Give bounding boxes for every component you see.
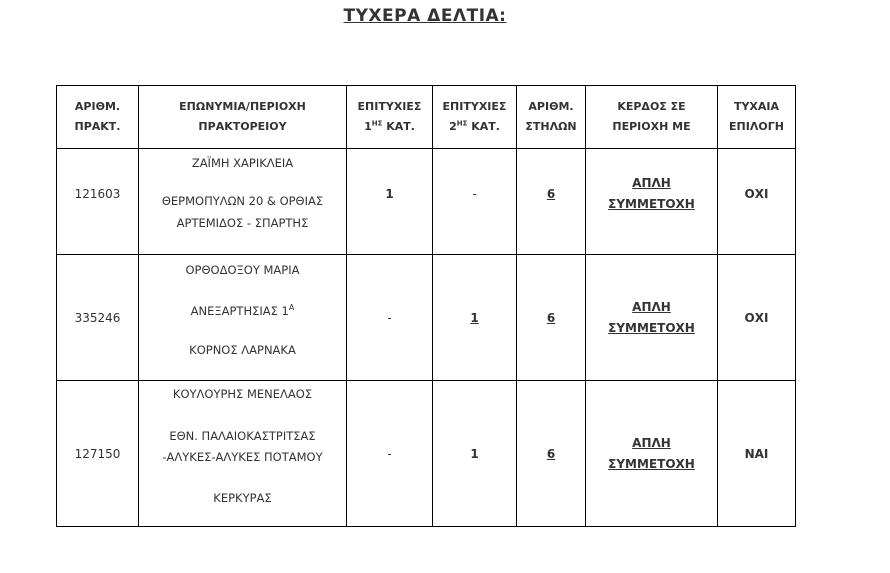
profit-line1[interactable]: ΑΠΛΗ: [632, 435, 671, 450]
page-title: ΤΥΧΕΡΑ ΔΕΛΤΙΑ:: [343, 6, 507, 26]
winning-tickets-table: [56, 85, 796, 527]
table-row: [57, 381, 796, 527]
table-row: [57, 255, 796, 381]
agency-name: ΖΑΪΜΗ ΧΑΡΙΚΛΕΙΑ: [191, 156, 294, 170]
spacer: [139, 321, 346, 341]
spacer: [139, 468, 346, 488]
columns-cell[interactable]: 6: [517, 255, 586, 381]
profit-cell: [586, 255, 718, 381]
header-profit: [586, 86, 718, 149]
agency-address-line2: ΚΟΡΝΟΣ ΛΑΡΝΑΚΑ: [189, 343, 296, 357]
agency-address-line1: ΑΝΕΞΑΡΤΗΣΙΑΣ 1: [190, 304, 289, 318]
header-agency-name-line2: ΠΡΑΚΤΟΡΕΙΟΥ: [198, 120, 287, 133]
random-cell: ΟΧΙ: [718, 149, 796, 255]
header-row: [57, 86, 796, 149]
agency-cell: [139, 255, 347, 381]
agency-no-cell: 127150: [57, 381, 139, 527]
header-cat2-rest: ΚΑΤ.: [467, 120, 500, 133]
agency-address-line1-wrap: [139, 301, 346, 321]
agency-name: ΟΡΘΟΔΟΞΟΥ ΜΑΡΙΑ: [185, 263, 300, 277]
header-agency-no: [57, 86, 139, 149]
profit-line1[interactable]: ΑΠΛΗ: [632, 176, 671, 190]
random-cell: ΝΑΙ: [718, 381, 796, 527]
header-columns: [517, 86, 586, 149]
profit-cell: [586, 381, 718, 527]
header-agency-name-line1: ΕΠΩΝΥΜΙΑ/ΠΕΡΙΟΧΗ: [179, 100, 306, 113]
header-cat2: [433, 86, 517, 149]
profit-line2[interactable]: ΣΥΜΜΕΤΟΧΗ: [608, 456, 695, 471]
spacer: [139, 279, 346, 301]
agency-no-cell: 335246: [57, 255, 139, 381]
agency-address-line2: ΑΡΤΕΜΙΔΟΣ - ΣΠΑΡΤΗΣ: [176, 216, 309, 230]
agency-address-sup: Α: [288, 303, 295, 313]
header-columns-line2: ΣΤΗΛΩΝ: [525, 120, 577, 133]
table-row: [57, 149, 796, 255]
spacer: [139, 403, 346, 426]
header-profit-line1: ΚΕΡΔΟΣ ΣΕ: [617, 100, 686, 113]
agency-address-line1: ΘΕΡΜΟΠΥΛΩΝ 20 & ΟΡΘΙΑΣ: [161, 194, 324, 208]
cat1-cell: 1: [347, 149, 433, 255]
cat2-cell: 1: [433, 381, 517, 527]
header-cat1-line1: ΕΠΙΤΥΧΙΕΣ: [357, 100, 422, 113]
header-cat2-sup: ΗΣ: [456, 119, 468, 128]
profit-line2[interactable]: ΣΥΜΜΕΤΟΧΗ: [608, 320, 695, 335]
header-random: [718, 86, 796, 149]
agency-address-line1: ΕΘΝ. ΠΑΛΑΙΟΚΑΣΤΡΙΤΣΑΣ: [169, 429, 316, 443]
spacer: [139, 172, 346, 190]
header-cat2-line1: ΕΠΙΤΥΧΙΕΣ: [442, 100, 507, 113]
profit-cell: [586, 149, 718, 255]
agency-cell: [139, 381, 347, 527]
header-cat1: [347, 86, 433, 149]
header-agency-no-line1: ΑΡΙΘΜ.: [74, 100, 121, 113]
cat1-cell: -: [347, 381, 433, 527]
profit-line2[interactable]: ΣΥΜΜΕΤΟΧΗ: [608, 197, 695, 211]
header-cat1-rest: ΚΑΤ.: [382, 120, 415, 133]
header-agency-name: [139, 86, 347, 149]
header-profit-line2: ΠΕΡΙΟΧΗ ΜΕ: [612, 120, 691, 133]
columns-cell[interactable]: 6: [517, 381, 586, 527]
cat1-cell: -: [347, 255, 433, 381]
columns-cell[interactable]: 6: [517, 149, 586, 255]
agency-cell: [139, 149, 347, 255]
header-cat1-sup: ΗΣ: [371, 119, 383, 128]
header-agency-no-line2: ΠΡΑΚΤ.: [74, 120, 121, 133]
header-cat1-num: 1: [364, 120, 372, 133]
agency-no-cell: 121603: [57, 149, 139, 255]
cat2-cell[interactable]: 1: [433, 255, 517, 381]
header-columns-line1: ΑΡΙΘΜ.: [528, 100, 574, 113]
header-random-line2: ΕΠΙΛΟΓΗ: [729, 120, 784, 133]
agency-name: ΚΟΥΛΟΥΡΗΣ ΜΕΝΕΛΑΟΣ: [172, 387, 313, 401]
agency-address-line3: ΚΕΡΚΥΡΑΣ: [213, 491, 272, 505]
cat2-cell: -: [433, 149, 517, 255]
random-cell: ΟΧΙ: [718, 255, 796, 381]
header-cat2-num: 2: [449, 120, 457, 133]
profit-line1[interactable]: ΑΠΛΗ: [632, 299, 671, 314]
agency-address-line2: -ΑΛΥΚΕΣ-ΑΛΥΚΕΣ ΠΟΤΑΜΟΥ: [162, 450, 323, 464]
header-random-line1: ΤΥΧΑΙΑ: [733, 100, 780, 113]
